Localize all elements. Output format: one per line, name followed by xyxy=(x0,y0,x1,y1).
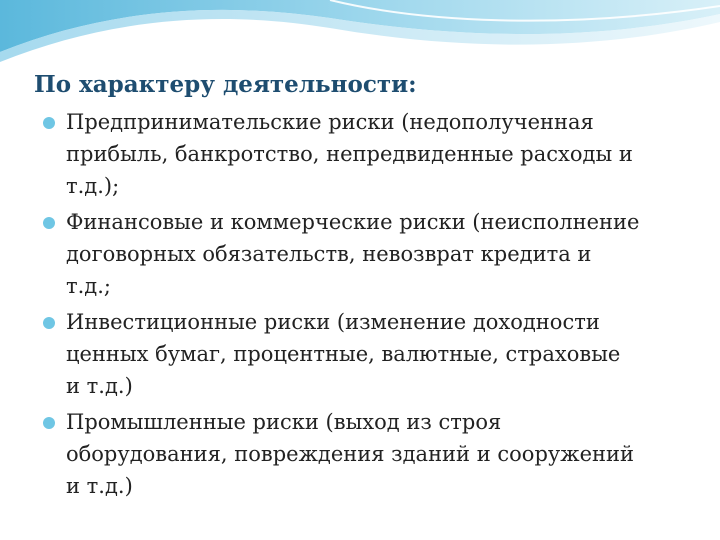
bullet-dot-icon xyxy=(43,417,55,429)
bullet-item xyxy=(20,106,710,202)
bullet-item xyxy=(20,206,710,302)
bullet-dot-icon xyxy=(43,217,55,229)
bullet-text-line: т.д.); xyxy=(66,174,120,198)
bullet-item xyxy=(20,406,710,502)
bullet-text-line: прибыль, банкротство, непредвиденные расходы и xyxy=(66,142,633,166)
bullet-text-line: оборудования, повреждения зданий и сооружений xyxy=(66,442,634,466)
header-wave-decoration xyxy=(0,0,720,80)
bullet-text-line: ценных бумаг, процентные, валютные, страховые xyxy=(66,342,621,366)
bullet-text-line: и т.д.) xyxy=(66,474,133,498)
bullet-list xyxy=(20,106,710,506)
bullet-text-line: Предпринимательские риски (недополученная xyxy=(66,110,594,134)
bullet-item xyxy=(20,306,710,402)
bullet-text-line: договорных обязательств, невозврат кредита и xyxy=(66,242,592,266)
bullet-text-line: и т.д.) xyxy=(66,374,133,398)
bullet-text-line: Инвестиционные риски (изменение доходности xyxy=(66,310,600,334)
bullet-text-line: Промышленные риски (выход из строя xyxy=(66,410,502,434)
slide-title: По характеру деятельности: xyxy=(34,71,417,98)
bullet-dot-icon xyxy=(43,117,55,129)
bullet-text-line: т.д.; xyxy=(66,274,111,298)
bullet-dot-icon xyxy=(43,317,55,329)
bullet-text-line: Финансовые и коммерческие риски (неисполнение xyxy=(66,210,640,234)
